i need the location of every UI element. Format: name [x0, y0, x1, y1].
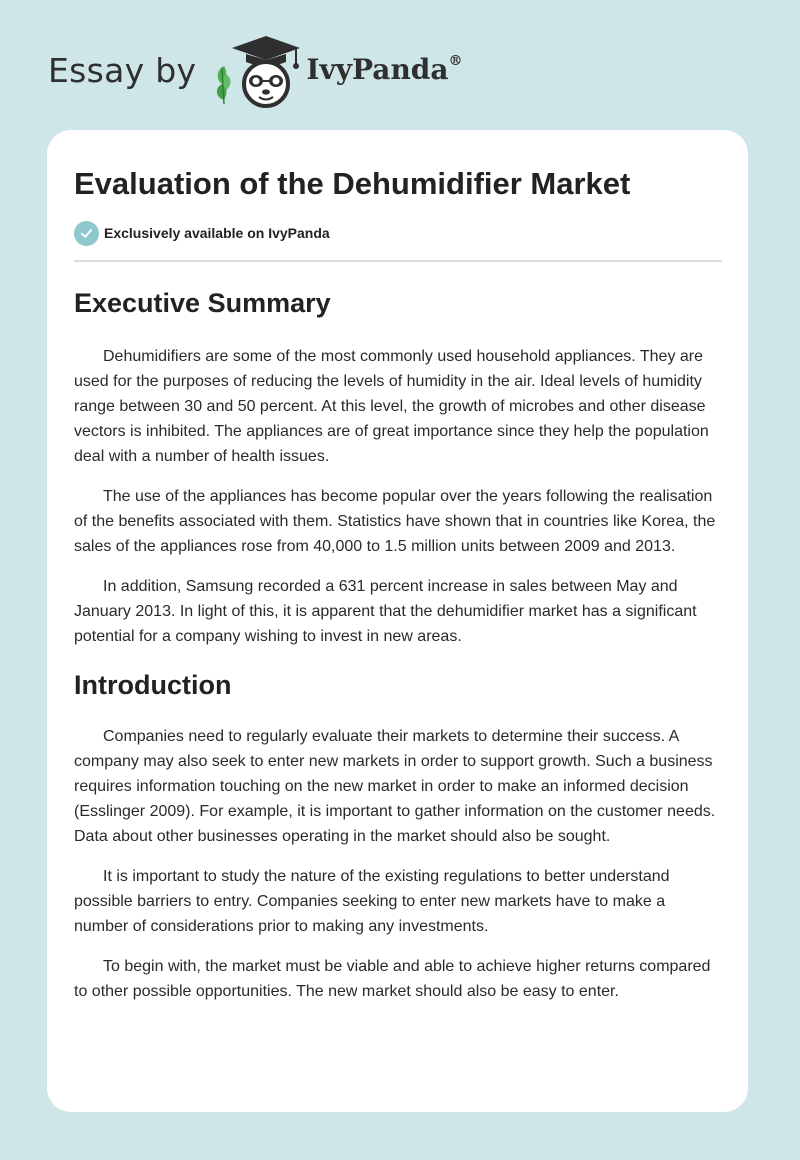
- paragraph: Companies need to regularly evaluate their markets to determine their success. A company may also seek to enter new markets in order to support growth. Such a business requires information touching on the new market in order to make an informed decision (Esslinger 2009). For example, it is important to gather information on the customer needs. Data about other businesses operating in the market should also be sought.: [74, 728, 716, 845]
- ivy-leaf-icon: [217, 66, 231, 104]
- exclusive-badge-label: Exclusively available on IvyPanda: [104, 225, 330, 241]
- paragraph: Dehumidifiers are some of the most commonly used household appliances. They are used for the purposes of reducing the levels of humidity in the air. Ideal levels of humidity range between 30 and 50 percent. At this level, the growth of microbes and other disease vectors is inhibited. The appliances are of great importance since they help the population deal with a number of health issues.: [74, 348, 709, 465]
- check-circle-icon: [74, 221, 99, 246]
- registered-mark: ®: [448, 52, 463, 69]
- panda-graduate-icon[interactable]: [212, 34, 304, 110]
- brand-name[interactable]: IvyPanda®: [306, 52, 463, 86]
- paragraph: To begin with, the market must be viable and able to achieve higher returns compared to other possible opportunities. The new market should also be easy to enter.: [74, 958, 711, 1000]
- paragraph: In addition, Samsung recorded a 631 percent increase in sales between May and January 2013. In light of this, it is apparent that the dehumidifier market has a significant potential for a company wishing to invest in new areas.: [74, 578, 697, 645]
- paragraph: It is important to study the nature of the existing regulations to better understand possible barriers to entry. Companies seeking to enter new markets have to make a number of considerations prior to making any investments.: [74, 868, 670, 935]
- section-heading: Introduction: [74, 670, 232, 700]
- paragraph: The use of the appliances has become popular over the years following the realisation of the benefits associated with them. Statistics have shown that in countries like Korea, the sales of the appliances rose from 40,000 to 1.5 million units between 2009 and 2013.: [74, 488, 716, 555]
- site-header: [48, 34, 463, 110]
- section-body: [74, 344, 722, 649]
- section-heading: Executive Summary: [74, 288, 331, 318]
- exclusive-badge: [74, 220, 722, 246]
- essay-card: [47, 130, 748, 1112]
- section-body: [74, 724, 722, 1004]
- title-divider: [74, 260, 722, 262]
- page-title: Evaluation of the Dehumidifier Market: [74, 166, 631, 201]
- essay-by-label: Essay by: [48, 50, 197, 90]
